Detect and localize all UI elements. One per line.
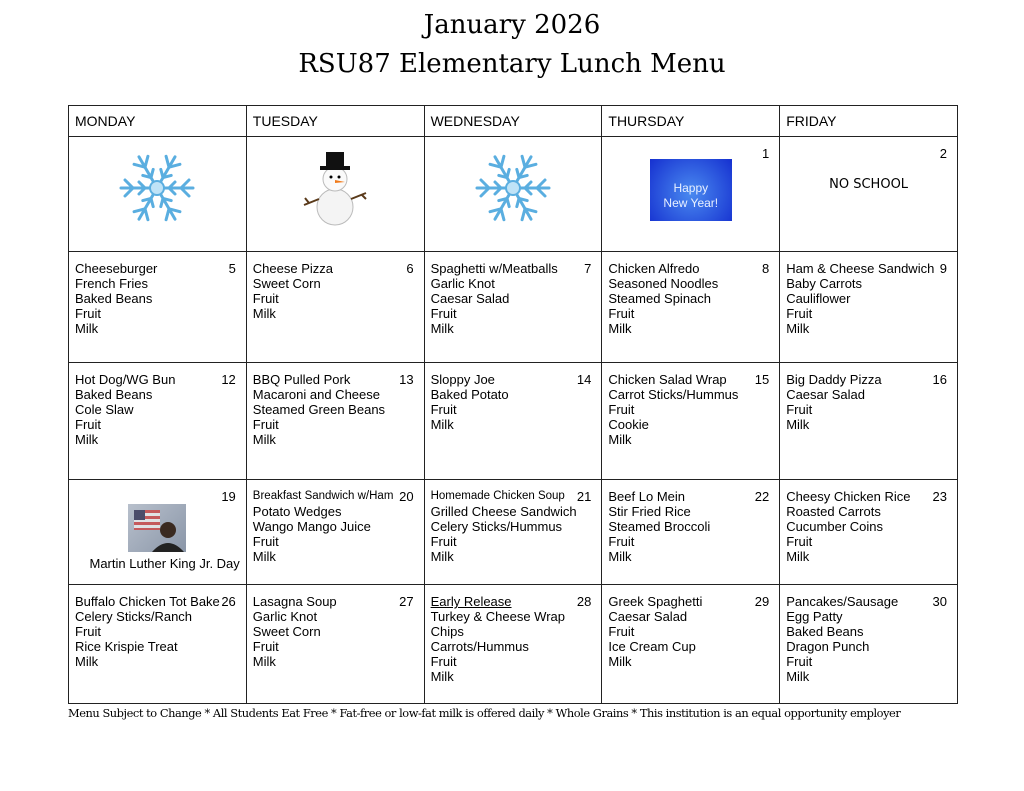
menu-item: Stir Fried Rice — [608, 504, 691, 519]
menu-item: Sweet Corn — [252, 624, 321, 639]
menu-item: Ice Cream Cup — [608, 639, 696, 654]
menu-item: Hot Dog/WG Bun — [75, 372, 176, 387]
day-cell — [780, 137, 958, 252]
day-cell — [780, 252, 958, 363]
menu-item: Milk — [252, 306, 276, 321]
day-number: 28 — [576, 594, 592, 609]
day-number: 13 — [399, 372, 414, 387]
menu-item: Cole Slaw — [75, 402, 134, 417]
menu-item: Carrots/Hummus — [430, 639, 529, 654]
menu-item: Milk — [430, 417, 454, 432]
menu-item: Baked Beans — [75, 291, 153, 306]
menu-item: Steamed Broccoli — [608, 519, 711, 534]
menu-item: Fruit — [608, 402, 635, 417]
day-cell — [424, 252, 602, 363]
menu-item: Cheesy Chicken Rice — [786, 489, 911, 504]
day-cell — [424, 480, 602, 585]
menu-item: Ham & Cheese Sandwich — [786, 261, 935, 276]
menu-item: Baked Beans — [786, 624, 864, 639]
menu-item: Celery Sticks/Ranch — [75, 609, 193, 624]
weekday-header-wednesday: WEDNESDAY — [424, 106, 602, 137]
holiday-caption: Martin Luther King Jr. Day — [89, 556, 240, 571]
menu-item: Wango Mango Juice — [252, 519, 371, 534]
day-number: 16 — [932, 372, 947, 387]
menu-item: Turkey & Cheese Wrap — [430, 609, 565, 624]
weekday-header-monday: MONDAY — [69, 106, 247, 137]
day-cell — [780, 363, 958, 480]
week-row — [69, 585, 958, 704]
menu-item: Cheese Pizza — [252, 261, 334, 276]
menu-item: Milk — [608, 432, 632, 447]
menu-item: Buffalo Chicken Tot Bake — [75, 594, 220, 609]
menu-item: Fruit — [786, 534, 813, 549]
menu-item: Seasoned Noodles — [608, 276, 719, 291]
month-title: January 2026 — [423, 10, 601, 40]
menu-item: Milk — [75, 432, 99, 447]
week-row — [69, 363, 958, 480]
menu-item: Fruit — [430, 402, 457, 417]
menu-item: Dragon Punch — [786, 639, 870, 654]
menu-item: Milk — [608, 321, 632, 336]
menu-item: Milk — [252, 549, 276, 564]
menu-item: Homemade Chicken Soup — [430, 490, 565, 502]
day-number: 20 — [399, 489, 414, 504]
hny-line-1: Happy — [673, 181, 709, 195]
menu-item: Fruit — [75, 624, 101, 639]
menu-item: Milk — [75, 654, 99, 669]
menu-item: Fruit — [252, 534, 279, 549]
week-row — [69, 137, 958, 252]
day-number: 6 — [406, 261, 414, 276]
snowflake-icon — [425, 147, 602, 229]
day-number: 27 — [399, 594, 414, 609]
menu-item: Fruit — [430, 654, 457, 669]
day-cell — [602, 585, 780, 704]
menu-item: Chips — [430, 624, 464, 639]
day-number: 12 — [221, 372, 236, 387]
menu-item: Steamed Spinach — [608, 291, 712, 306]
day-number: 15 — [754, 372, 770, 387]
day-cell — [246, 480, 424, 585]
menu-item: Baby Carrots — [786, 276, 863, 291]
day-number: 23 — [932, 489, 947, 504]
menu-item: Fruit — [786, 654, 813, 669]
weekday-header-friday: FRIDAY — [780, 106, 958, 137]
menu-item: Cheeseburger — [75, 261, 158, 276]
menu-item: Milk — [430, 669, 454, 684]
menu-item: Milk — [786, 321, 810, 336]
menu-item: Grilled Cheese Sandwich — [430, 504, 577, 519]
menu-item: Fruit — [608, 306, 635, 321]
day-cell — [602, 363, 780, 480]
menu-item: Sloppy Joe — [430, 372, 495, 387]
menu-item: Milk — [786, 549, 810, 564]
menu-item: Greek Spaghetti — [608, 594, 703, 609]
menu-item: Fruit — [252, 417, 279, 432]
mlk-portrait-icon — [128, 504, 186, 552]
menu-item: Cookie — [608, 417, 649, 432]
weekday-header-row — [69, 106, 958, 137]
day-cell — [780, 480, 958, 585]
menu-item: Milk — [75, 321, 99, 336]
menu-item: Fruit — [430, 306, 457, 321]
day-cell — [246, 137, 424, 252]
day-number: 5 — [228, 261, 236, 276]
menu-item: Caesar Salad — [608, 609, 688, 624]
day-cell — [424, 137, 602, 252]
week-row — [69, 480, 958, 585]
day-cell — [424, 363, 602, 480]
menu-item: Chicken Alfredo — [608, 261, 700, 276]
menu-item: Rice Krispie Treat — [75, 639, 178, 654]
day-cell — [69, 137, 247, 252]
menu-item: Egg Patty — [786, 609, 843, 624]
weekday-header-thursday: THURSDAY — [602, 106, 780, 137]
menu-item: Fruit — [608, 624, 635, 639]
menu-item: Early Release — [430, 594, 512, 609]
menu-item: Celery Sticks/Hummus — [430, 519, 563, 534]
menu-item: Pancakes/Sausage — [786, 594, 899, 609]
day-number: 26 — [221, 594, 236, 609]
menu-item: Milk — [252, 432, 276, 447]
menu-item: Garlic Knot — [252, 609, 318, 624]
menu-item: Milk — [786, 417, 810, 432]
menu-item: Chicken Salad Wrap — [608, 372, 727, 387]
day-number: 21 — [576, 489, 592, 504]
footer-note: Menu Subject to Change * All Students Eat Free * Fat-free or low-fat milk is offered daily * Whole Grains * This institution is an equal opportunity employer — [68, 706, 901, 720]
menu-item: Lasagna Soup — [252, 594, 337, 609]
menu-item: Milk — [786, 669, 810, 684]
day-cell — [246, 252, 424, 363]
menu-item: Beef Lo Mein — [608, 489, 685, 504]
day-cell — [780, 585, 958, 704]
menu-item: Sweet Corn — [252, 276, 321, 291]
day-cell — [602, 137, 780, 252]
day-number: 8 — [761, 261, 770, 276]
happy-new-year-wrap — [602, 147, 779, 221]
day-number: 30 — [932, 594, 947, 609]
menu-item: Macaroni and Cheese — [252, 387, 380, 402]
snowman-icon — [247, 147, 424, 229]
day-number: 14 — [576, 372, 592, 387]
menu-item: Fruit — [252, 291, 279, 306]
day-cell — [246, 585, 424, 704]
menu-item: Milk — [252, 654, 276, 669]
menu-item: Fruit — [608, 534, 635, 549]
menu-item: Potato Wedges — [252, 504, 342, 519]
menu-title: RSU87 Elementary Lunch Menu — [298, 49, 726, 79]
mlk-portrait-wrap — [69, 490, 246, 552]
day-cell — [424, 585, 602, 704]
day-cell — [602, 480, 780, 585]
day-cell — [246, 363, 424, 480]
menu-item: Milk — [608, 549, 632, 564]
menu-item: Fruit — [75, 306, 101, 321]
day-cell — [69, 480, 247, 585]
day-number: 7 — [584, 261, 592, 276]
menu-item: BBQ Pulled Pork — [252, 372, 351, 387]
menu-item: Fruit — [75, 417, 101, 432]
snowflake-icon — [69, 147, 246, 229]
menu-item: Fruit — [252, 639, 279, 654]
day-number: 22 — [754, 489, 770, 504]
menu-item: Baked Potato — [430, 387, 509, 402]
menu-item: Milk — [608, 654, 632, 669]
menu-item: Baked Beans — [75, 387, 153, 402]
day-cell — [69, 363, 247, 480]
hny-line-2: New Year! — [663, 196, 719, 210]
day-number: 2 — [939, 146, 947, 161]
day-number: 9 — [939, 261, 947, 276]
day-cell — [69, 585, 247, 704]
day-number: 19 — [221, 489, 236, 504]
menu-item: Spaghetti w/Meatballs — [430, 261, 558, 276]
day-number: 1 — [761, 146, 770, 161]
day-number: 29 — [754, 594, 770, 609]
menu-item: Milk — [430, 321, 454, 336]
menu-item: Steamed Green Beans — [252, 402, 386, 417]
menu-item: Breakfast Sandwich w/Ham — [252, 490, 394, 502]
menu-item: Fruit — [430, 534, 457, 549]
menu-item: French Fries — [75, 276, 148, 291]
menu-item: Caesar Salad — [786, 387, 865, 402]
menu-item: Big Daddy Pizza — [786, 372, 882, 387]
menu-item: Milk — [430, 549, 454, 564]
day-cell — [69, 252, 247, 363]
menu-item: Fruit — [786, 402, 813, 417]
happy-new-year-icon — [650, 159, 732, 221]
lunch-calendar — [68, 105, 958, 704]
menu-item: Cucumber Coins — [786, 519, 884, 534]
no-school-note: NO SCHOOL — [829, 177, 909, 192]
day-cell — [602, 252, 780, 363]
menu-item: Caesar Salad — [430, 291, 510, 306]
menu-item: Roasted Carrots — [786, 504, 881, 519]
weekday-header-tuesday: TUESDAY — [246, 106, 424, 137]
menu-item: Carrot Sticks/Hummus — [608, 387, 739, 402]
week-row — [69, 252, 958, 363]
menu-item: Cauliflower — [786, 291, 851, 306]
menu-item: Fruit — [786, 306, 813, 321]
menu-item: Garlic Knot — [430, 276, 495, 291]
